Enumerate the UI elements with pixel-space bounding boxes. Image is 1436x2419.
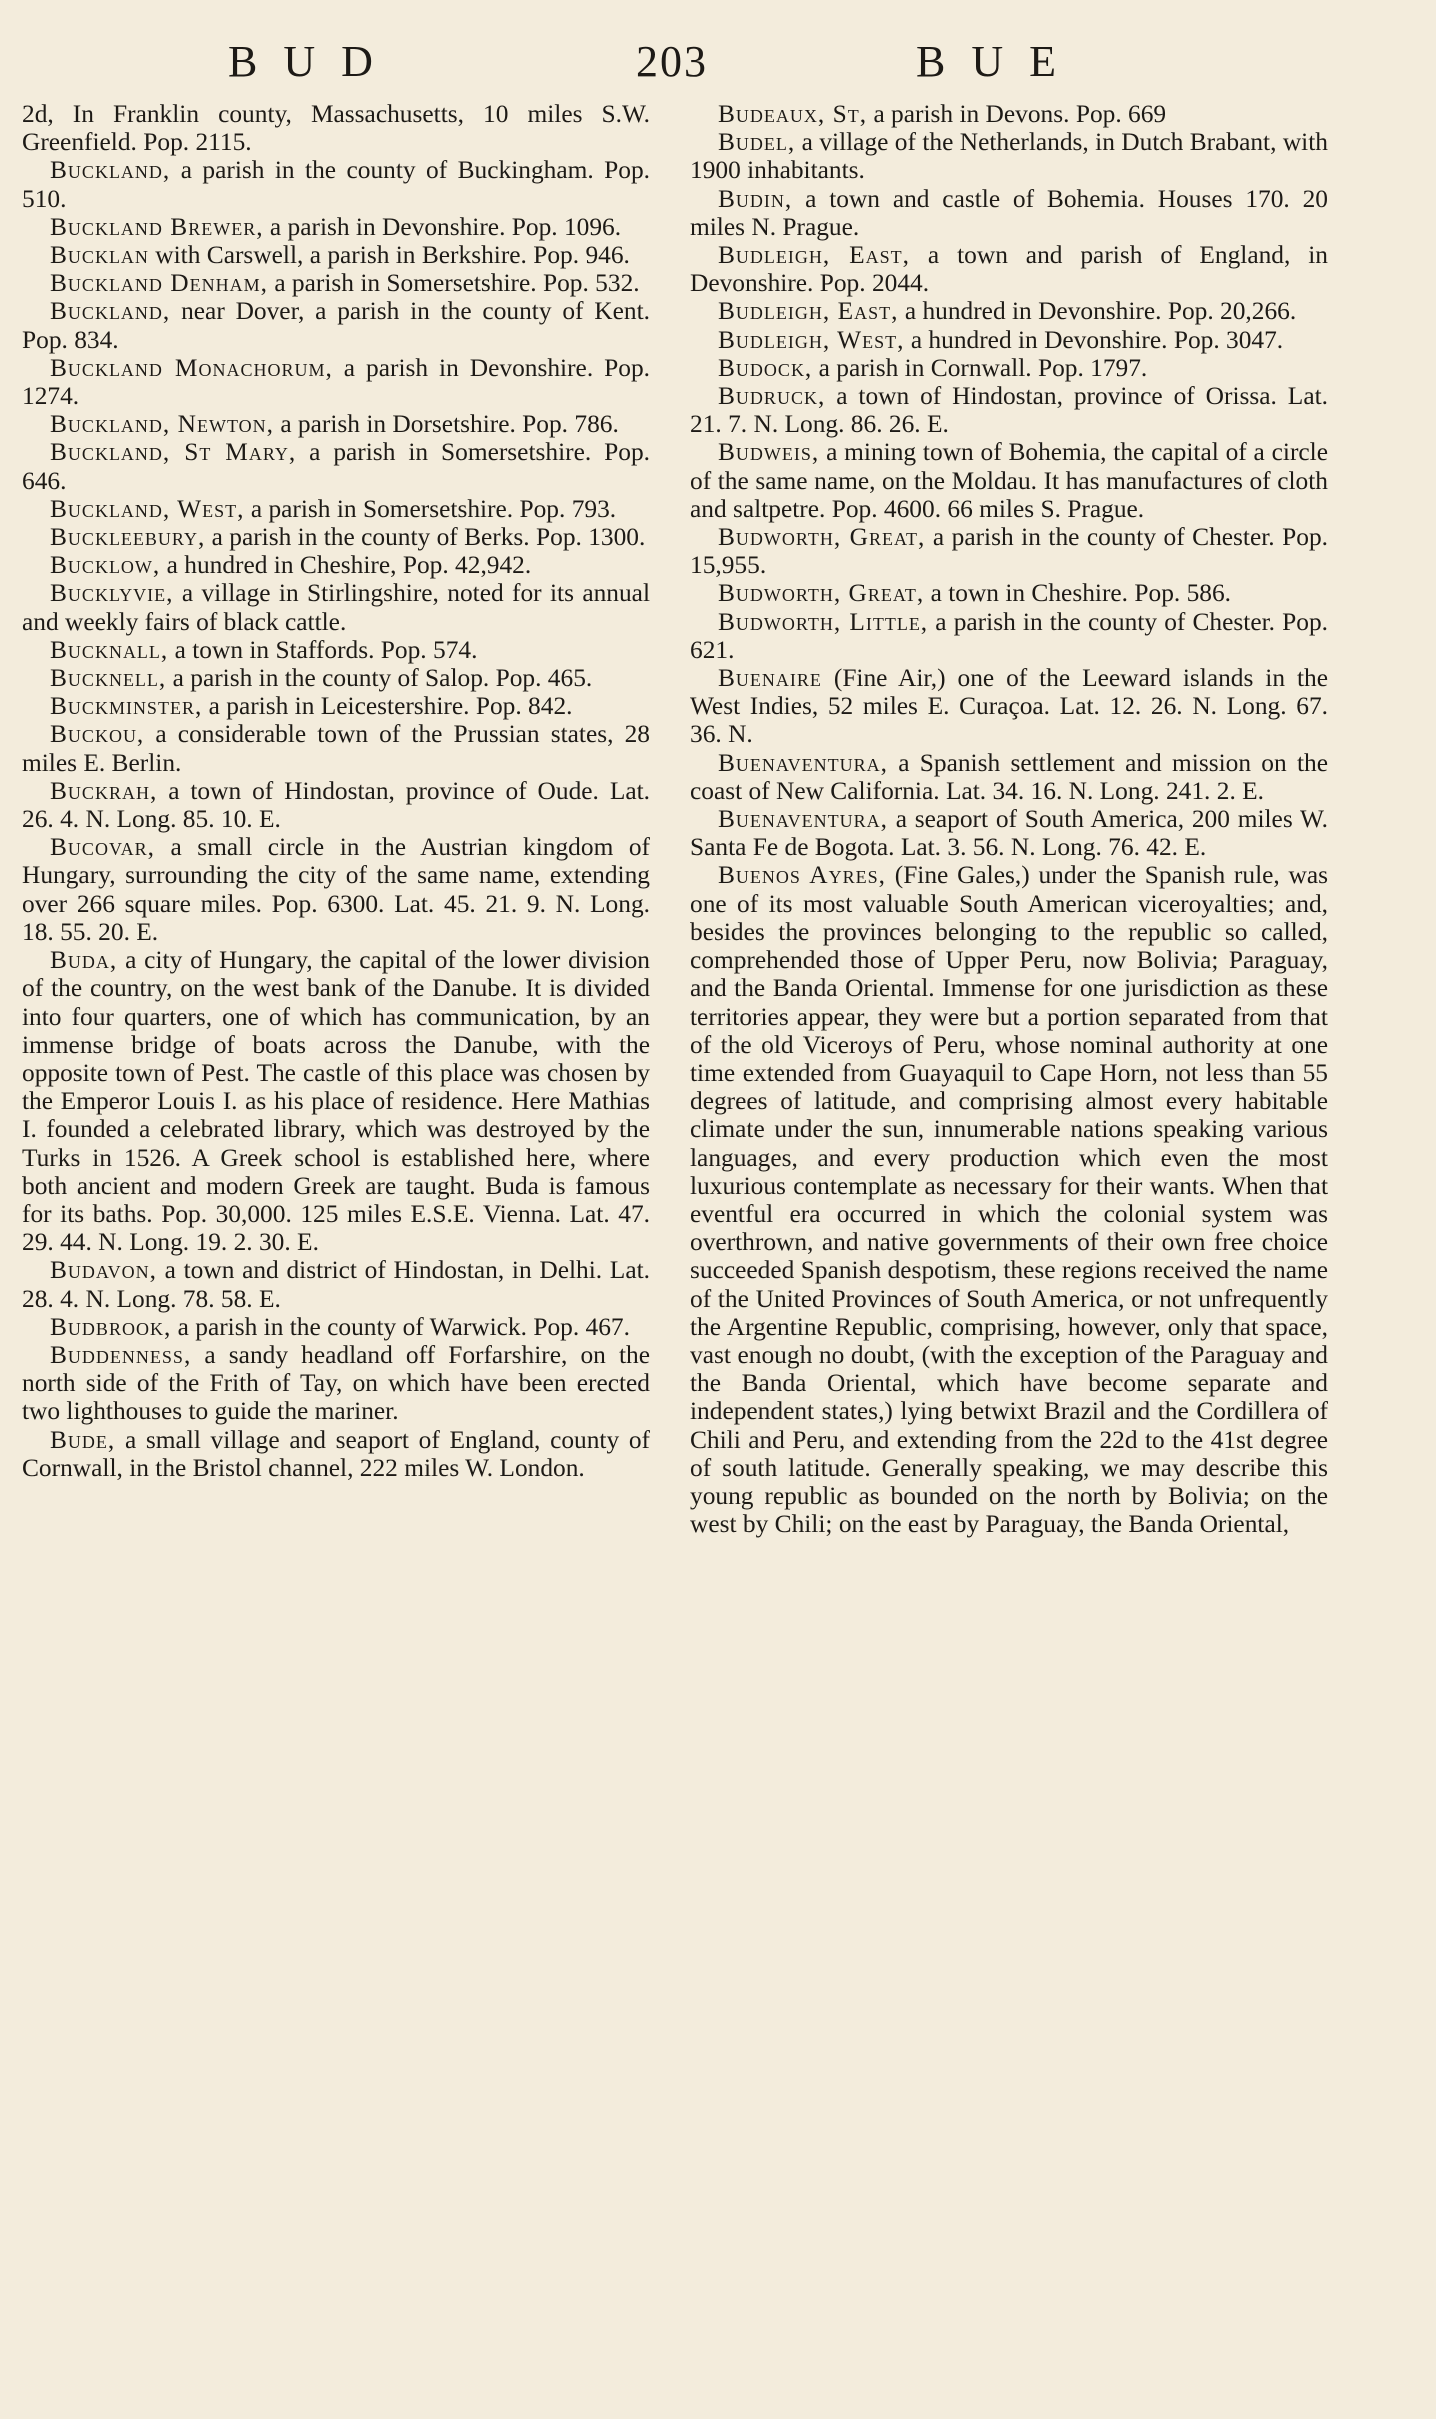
- gazetteer-entry: [22, 410, 650, 438]
- entry-headword: Budleigh, East,: [718, 241, 911, 270]
- entry-text: a village of the Netherlands, in Dutch Brabant, with 1900 inhabitants.: [690, 128, 1328, 185]
- entry-headword: Budleigh, West,: [718, 325, 905, 354]
- entry-headword: Buckminster,: [50, 692, 203, 721]
- entry-text: a parish in Cornwall. Pop. 1797.: [812, 353, 1148, 382]
- entry-text: a town of Hindostan, province of Orissa. Lat. 21. 7. N. Long. 86. 26. E.: [690, 382, 1328, 439]
- gazetteer-entry: [690, 438, 1328, 523]
- entry-text: a town and district of Hindostan, in Delhi. Lat. 28. 4. N. Long. 78. 58. E.: [22, 1256, 650, 1313]
- entry-headword: Buckland,: [50, 297, 171, 326]
- entry-text: a town in Cheshire. Pop. 586.: [924, 579, 1232, 608]
- gazetteer-entry: [22, 551, 650, 579]
- entry-text: a parish in the county of Chester. Pop. 15,955.: [690, 523, 1328, 580]
- gazetteer-entry: [690, 861, 1328, 1538]
- entry-headword: Budel,: [718, 128, 796, 157]
- entry-text: a parish in the county of Chester. Pop. 621.: [690, 607, 1328, 664]
- entry-text: near Dover, a parish in the county of Kent. Pop. 834.: [22, 297, 650, 354]
- entry-headword: Bude,: [50, 1425, 116, 1454]
- entry-headword: Buenos Ayres,: [718, 861, 886, 890]
- entry-text: a parish in Somersetshire. Pop. 532.: [267, 269, 640, 298]
- gazetteer-entry: [690, 749, 1328, 805]
- gazetteer-entry: [22, 1256, 650, 1312]
- entry-headword: Buckland Monachorum,: [50, 353, 333, 382]
- entry-text: a parish in the county of Salop. Pop. 465.: [166, 664, 593, 693]
- gazetteer-entry: [690, 297, 1328, 325]
- entry-text: a hundred in Devonshire. Pop. 3047.: [904, 325, 1284, 354]
- entry-headword: Budworth, Great,: [718, 579, 925, 608]
- entry-headword: Budleigh, East,: [718, 297, 899, 326]
- entry-text: a small circle in the Austrian kingdom of Hungary, surrounding the city of the same name, extending over 266 square miles. Pop. 6300. Lat. 45. 21. 9. N. Long. 18. 55. 20. E.: [22, 833, 650, 946]
- entry-headword: Buddenness,: [50, 1340, 192, 1369]
- entry-text: 2d, In Franklin county, Massachusetts, 10 miles S.W. Greenfield. Pop. 2115.: [22, 100, 650, 157]
- entry-headword: Buckland, St Mary,: [50, 438, 297, 467]
- entry-headword: Bucklan: [50, 241, 149, 270]
- entry-text: with Carswell, a parish in Berkshire. Pop. 946.: [148, 241, 630, 270]
- gazetteer-entry: [22, 833, 650, 946]
- gazetteer-entry: [22, 156, 650, 212]
- page-number: 203: [636, 37, 708, 86]
- entry-text: a small village and seaport of England, county of Cornwall, in the Bristol channel, 222 miles W. London.: [22, 1425, 650, 1482]
- entry-headword: Budworth, Little,: [718, 607, 929, 636]
- gazetteer-entry: [690, 241, 1328, 297]
- entry-headword: Budeaux, St,: [718, 100, 868, 128]
- gazetteer-entry: [690, 128, 1328, 184]
- entry-text: a village in Stirlingshire, noted for its annual and weekly fairs of black cattle.: [22, 579, 650, 636]
- gazetteer-entry: [22, 297, 650, 353]
- entry-headword: Budin,: [718, 184, 793, 213]
- entry-headword: Buckland, Newton,: [50, 410, 274, 439]
- running-header: [0, 32, 1436, 92]
- entry-headword: Buckou,: [50, 720, 145, 749]
- gazetteer-entry: [22, 1313, 650, 1341]
- entry-text: a seaport of South America, 200 miles W. Santa Fe de Bogota. Lat. 3. 56. N. Long. 76. 42. E.: [690, 805, 1328, 862]
- entry-text: a city of Hungary, the capital of the lower division of the country, on the west bank of the Danube. It is divided into four quarters, one of which has communication, by an immense bridge of boats across the Danube, with the opposite town of Pest. The castle of this place was chosen by the Emperor Louis I. as his place of residence. Here Mathias I. founded a celebrated library, which was destroyed by the Turks in 1526. A Greek school is established here, where both ancient and modern Greek are taught. Buda is famous for its baths. Pop. 30,000. 125 miles E.S.E. Vienna. Lat. 47. 29. 44. N. Long. 19. 2. 30. E.: [22, 946, 650, 1257]
- entry-text: a parish in Somersetshire. Pop. 793.: [244, 494, 617, 523]
- gazetteer-entry: [690, 805, 1328, 861]
- entry-text: (Fine Air,) one of the Leeward islands in the West Indies, 52 miles E. Curaçoa. Lat. 12. 26. N. Long. 67. 36. N.: [690, 664, 1328, 749]
- entry-text: a town and castle of Bohemia. Houses 170. 20 miles N. Prague.: [690, 184, 1328, 241]
- gazetteer-entry: [22, 438, 650, 494]
- gazetteer-entry: [22, 1426, 650, 1482]
- entry-headword: Bucklow,: [50, 551, 161, 580]
- entry-headword: Buenaire: [718, 664, 822, 693]
- gazetteer-entry: [690, 579, 1328, 607]
- gazetteer-entry: [690, 354, 1328, 382]
- gazetteer-entry: [690, 608, 1328, 664]
- gazetteer-entry: [22, 354, 650, 410]
- entry-text: a Spanish settlement and mission on the coast of New California. Lat. 34. 16. N. Long. 241. 2. E.: [690, 748, 1328, 805]
- gazetteer-entry: [22, 1341, 650, 1426]
- entry-headword: Bucovar,: [50, 833, 155, 862]
- entry-headword: Buckland Brewer,: [50, 212, 264, 241]
- entry-headword: Budock,: [718, 353, 813, 382]
- gazetteer-entry: [22, 495, 650, 523]
- gazetteer-entry: [22, 579, 650, 635]
- entry-headword: Buenaventura,: [718, 805, 888, 834]
- entry-text: a parish in the county of Buckingham. Pop. 510.: [22, 156, 650, 213]
- entry-headword: Budweis,: [718, 438, 820, 467]
- gazetteer-entry: [22, 692, 650, 720]
- entry-text: a considerable town of the Prussian states, 28 miles E. Berlin.: [22, 720, 650, 777]
- entry-text: a hundred in Cheshire, Pop. 42,942.: [160, 551, 532, 580]
- gazetteer-entry: [690, 100, 1328, 128]
- entry-text: a parish in Devonshire. Pop. 1096.: [263, 212, 622, 241]
- left-column: [22, 100, 650, 1482]
- right-column: [690, 100, 1328, 1538]
- entry-text: (Fine Gales,) under the Spanish rule, was one of its most valuable South American viceroyalties; and, besides the provinces belonging to the republic so called, comprehended those of Upper Peru, now Bolivia; Paraguay, and the Banda Oriental. Immense for one jurisdiction as these territories appear, they were but a portion separated from that of the old Viceroys of Peru, whose nominal authority at one time extended from Guayaquil to Cape Horn, not less than 55 degrees of latitude, and comprising almost every habitable climate under the sun, innumerable nations speaking various languages, and every production which even the most luxurious contemplate as necessary for their wants. When that eventful era occurred in which the colonial system was overthrown, and native governments of their own free choice succeeded Spanish despotism, these regions received the name of the United Provinces of South America, or not unfrequently the Argentine Republic, comprising, however, only that space, vast enough no doubt, (with the exception of the Paraguay and the Banda Oriental, which have become separate and independent states,) lying betwixt Brazil and the Cordillera of Chili and Peru, and extending from the 22d to the 41st degree of south latitude. Generally speaking, we may describe this young republic as bounded on the north by Bolivia; on the west by Chili; on the east by Paraguay, the Banda Oriental,: [690, 861, 1328, 1539]
- gazetteer-entry: [690, 382, 1328, 438]
- entry-text: a parish in the county of Warwick. Pop. 467.: [171, 1312, 630, 1341]
- entry-headword: Buckrah,: [50, 776, 158, 805]
- entry-headword: Buda,: [50, 946, 118, 975]
- gazetteer-entry: [690, 185, 1328, 241]
- header-right-guide-word: BUE: [916, 37, 1082, 86]
- entry-headword: Bucknell,: [50, 664, 167, 693]
- entry-headword: Buckland, West,: [50, 494, 245, 523]
- entry-text: a parish in Devons. Pop. 669: [867, 100, 1167, 128]
- entry-text: a parish in Leicestershire. Pop. 842.: [202, 692, 573, 721]
- entry-text: a parish in Devonshire. Pop. 1274.: [22, 353, 650, 411]
- gazetteer-entry: [22, 241, 650, 269]
- entry-text: a town and parish of England, in Devonshire. Pop. 2044.: [690, 241, 1328, 298]
- gazetteer-entry: [22, 777, 650, 833]
- gazetteer-entry: [690, 664, 1328, 749]
- entry-headword: Buckleebury,: [50, 523, 206, 552]
- gazetteer-entry: [690, 326, 1328, 354]
- entry-text: a mining town of Bohemia, the capital of a circle of the same name, on the Moldau. It has manufactures of cloth and saltpetre. Pop. 4600. 66 miles S. Prague.: [690, 438, 1328, 523]
- entry-headword: Buenaventura,: [718, 748, 888, 777]
- entry-headword: Budavon,: [50, 1256, 157, 1285]
- gazetteer-entry: [690, 523, 1328, 579]
- gazetteer-entry: [22, 213, 650, 241]
- gazetteer-entry: [22, 100, 650, 156]
- entry-text: a parish in Dorsetshire. Pop. 786.: [273, 410, 619, 439]
- gazetteer-entry: [22, 946, 650, 1256]
- entry-text: a town of Hindostan, province of Oude. Lat. 26. 4. N. Long. 85. 10. E.: [22, 776, 650, 834]
- entry-headword: Buckland,: [50, 156, 171, 185]
- entry-headword: Buckland Denham,: [50, 269, 268, 298]
- entry-text: a parish in Somersetshire. Pop. 646.: [22, 438, 650, 495]
- header-left-guide-word: BUD: [228, 37, 399, 86]
- entry-text: a parish in the county of Berks. Pop. 1300.: [205, 523, 646, 552]
- entry-text: a hundred in Devonshire. Pop. 20,266.: [898, 297, 1297, 326]
- gazetteer-entry: [22, 636, 650, 664]
- entry-headword: Budruck,: [718, 382, 826, 411]
- gazetteer-entry: [22, 664, 650, 692]
- gazetteer-entry: [22, 720, 650, 776]
- entry-text: a sandy headland off Forfarshire, on the north side of the Frith of Tay, on which have been erected two lighthouses to guide the mariner.: [22, 1340, 650, 1426]
- entry-headword: Bucklyvie,: [50, 579, 174, 608]
- entry-text: a town in Staffords. Pop. 574.: [168, 635, 478, 664]
- gazetteer-entry: [22, 269, 650, 297]
- entry-headword: Budbrook,: [50, 1312, 172, 1341]
- entry-headword: Bucknall,: [50, 635, 169, 664]
- gazetteer-entry: [22, 523, 650, 551]
- entry-headword: Budworth, Great,: [718, 523, 926, 552]
